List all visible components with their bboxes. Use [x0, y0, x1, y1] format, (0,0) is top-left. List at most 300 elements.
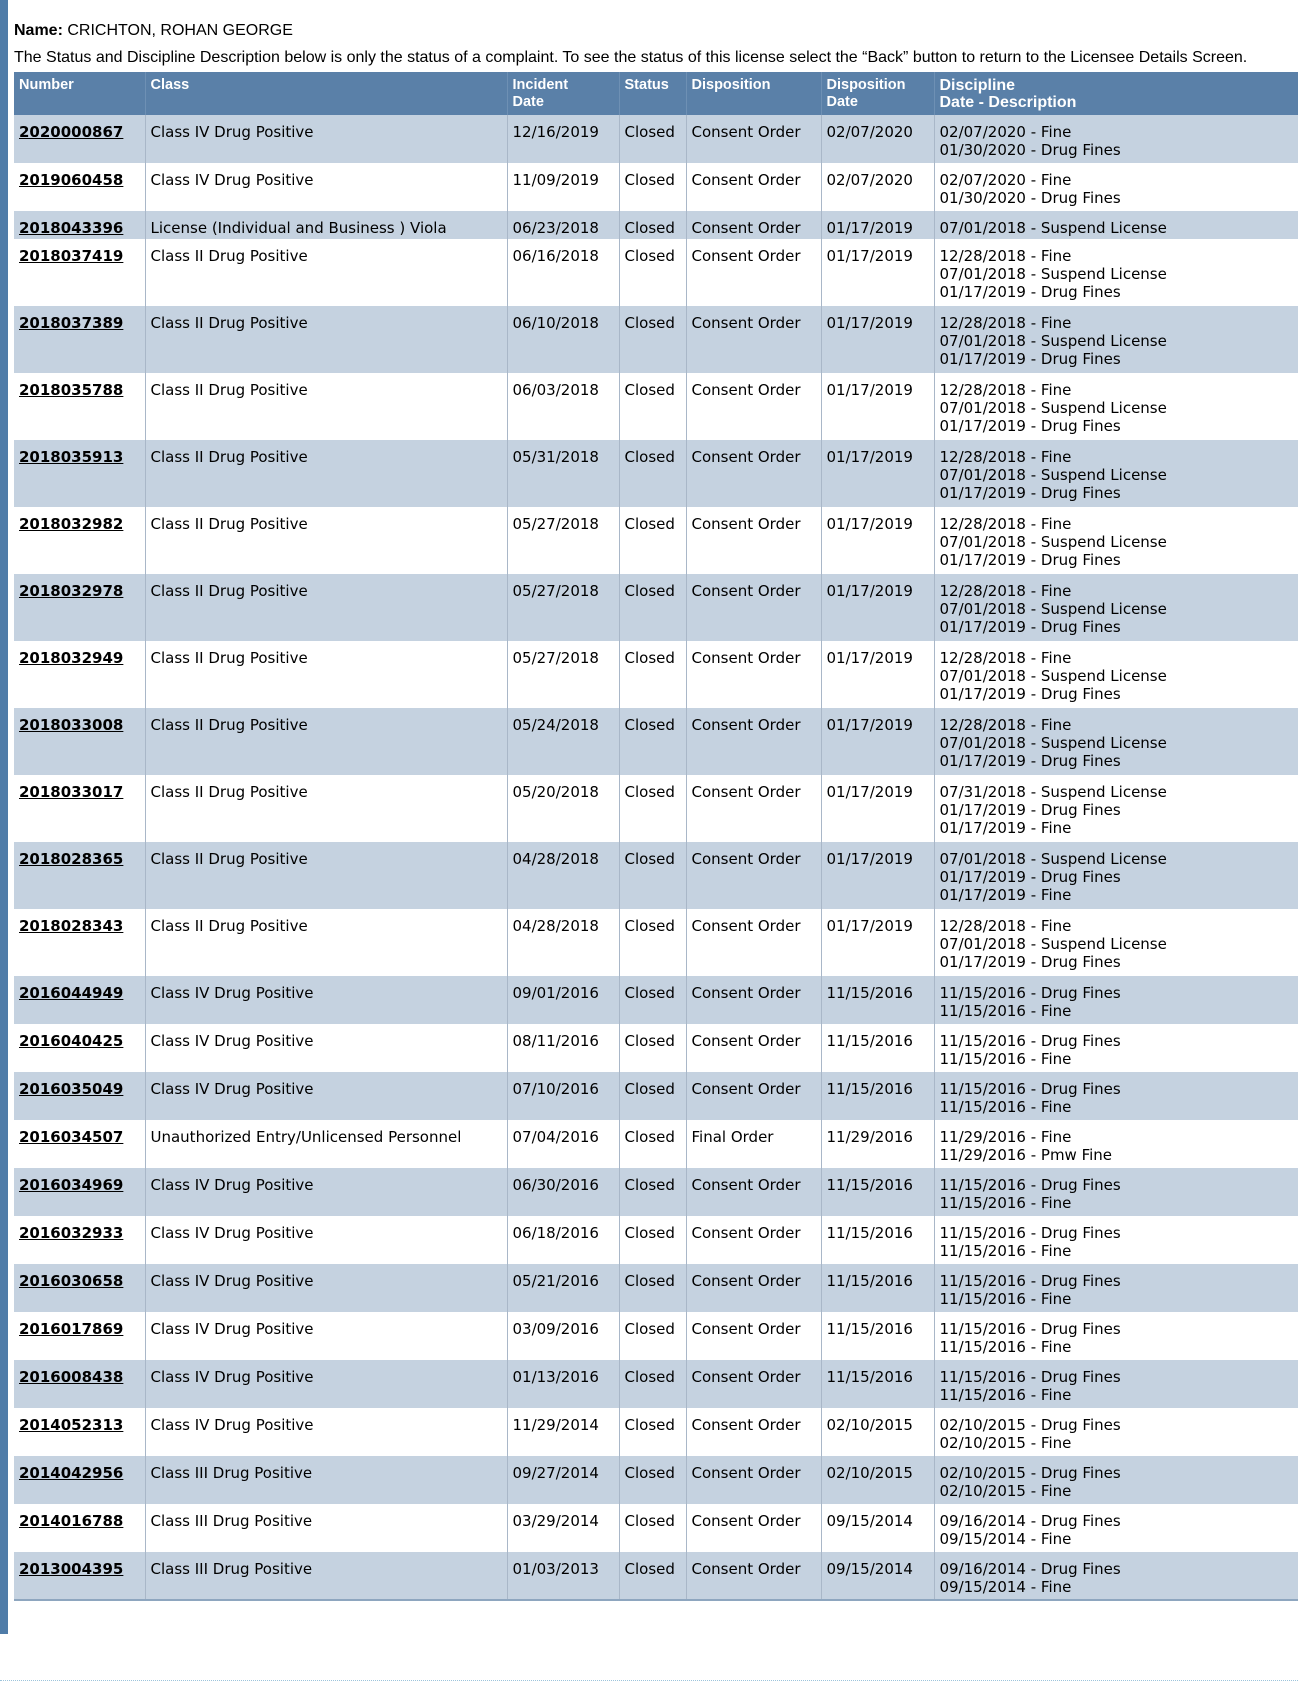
table-row: [14, 1024, 1298, 1072]
class-cell: Class II Drug Positive: [145, 574, 507, 641]
discipline-cell: [934, 440, 1298, 507]
complaint-number-link[interactable]: 2020000867: [19, 123, 124, 141]
disposition-cell: Consent Order: [686, 574, 821, 641]
disposition-date-cell: 01/17/2019: [821, 708, 934, 775]
class-cell: Class II Drug Positive: [145, 641, 507, 708]
status-cell: Closed: [619, 708, 686, 775]
status-cell: Closed: [619, 507, 686, 574]
disposition-cell: Consent Order: [686, 1408, 821, 1456]
status-cell: Closed: [619, 909, 686, 976]
complaint-number-link[interactable]: 2016032933: [19, 1224, 124, 1242]
class-cell: Class II Drug Positive: [145, 507, 507, 574]
discipline-entry: 02/10/2015 - Drug Fines: [939, 1464, 1121, 1482]
complaint-number-cell: [14, 976, 145, 1024]
discipline-entry: 02/10/2015 - Fine: [939, 1434, 1072, 1452]
discipline-entry: 12/28/2018 - Fine: [939, 448, 1072, 466]
disposition-date-cell: 01/17/2019: [821, 211, 934, 239]
class-cell: Class II Drug Positive: [145, 306, 507, 373]
class-cell: Class IV Drug Positive: [145, 1264, 507, 1312]
disposition-cell: Consent Order: [686, 775, 821, 842]
discipline-entry: 02/07/2020 - Fine: [939, 123, 1072, 141]
complaint-number-cell: [14, 1264, 145, 1312]
disposition-cell: Consent Order: [686, 976, 821, 1024]
discipline-cell: [934, 239, 1298, 306]
disposition-date-cell: 11/15/2016: [821, 1312, 934, 1360]
complaint-number-link[interactable]: 2013004395: [19, 1560, 124, 1578]
discipline-entry: 11/15/2016 - Fine: [939, 1290, 1072, 1308]
disposition-date-cell: 01/17/2019: [821, 909, 934, 976]
complaint-number-link[interactable]: 2018037419: [19, 247, 124, 265]
incident-date-cell: 09/01/2016: [507, 976, 619, 1024]
complaint-number-cell: [14, 373, 145, 440]
discipline-entry: 12/28/2018 - Fine: [939, 917, 1072, 935]
table-row: [14, 976, 1298, 1024]
discipline-entry: 02/07/2020 - Fine: [939, 171, 1072, 189]
complaint-number-link[interactable]: 2016017869: [19, 1320, 124, 1338]
discipline-cell: [934, 574, 1298, 641]
table-row: [14, 211, 1298, 239]
disposition-cell: Consent Order: [686, 211, 821, 239]
discipline-entry: 07/01/2018 - Suspend License: [939, 734, 1167, 752]
discipline-cell: [934, 842, 1298, 909]
status-cell: Closed: [619, 1120, 686, 1168]
discipline-cell: [934, 1360, 1298, 1408]
complaint-number-cell: [14, 1024, 145, 1072]
discipline-entry: 01/17/2019 - Drug Fines: [939, 484, 1121, 502]
discipline-entry: 11/15/2016 - Fine: [939, 1194, 1072, 1212]
disposition-date-cell: 01/17/2019: [821, 574, 934, 641]
disposition-cell: Consent Order: [686, 1360, 821, 1408]
discipline-cell: [934, 1408, 1298, 1456]
discipline-entry: 11/15/2016 - Drug Fines: [939, 1368, 1121, 1386]
table-row: [14, 1072, 1298, 1120]
complaint-number-cell: [14, 574, 145, 641]
table-row: [14, 1456, 1298, 1504]
complaint-number-link[interactable]: 2016044949: [19, 984, 124, 1002]
disposition-cell: Consent Order: [686, 909, 821, 976]
disposition-cell: Consent Order: [686, 1264, 821, 1312]
discipline-entry: 11/15/2016 - Fine: [939, 1242, 1072, 1260]
complaint-number-link[interactable]: 2014052313: [19, 1416, 124, 1434]
discipline-entry: 11/15/2016 - Drug Fines: [939, 1176, 1121, 1194]
complaint-number-link[interactable]: 2018032978: [19, 582, 124, 600]
discipline-entry: 09/15/2014 - Fine: [939, 1530, 1072, 1548]
complaint-number-cell: [14, 1168, 145, 1216]
table-row: [14, 909, 1298, 976]
discipline-entry: 01/17/2019 - Drug Fines: [939, 551, 1121, 569]
disposition-date-cell: 11/15/2016: [821, 1264, 934, 1312]
discipline-entry: 07/01/2018 - Suspend License: [939, 219, 1167, 237]
column-header-discipline: Discipline Date - Description: [934, 72, 1298, 115]
discipline-cell: [934, 115, 1298, 163]
complaint-number-link[interactable]: 2018035913: [19, 448, 124, 466]
incident-date-cell: 05/27/2018: [507, 507, 619, 574]
status-cell: Closed: [619, 1504, 686, 1552]
disposition-cell: Consent Order: [686, 1312, 821, 1360]
class-cell: Class III Drug Positive: [145, 1456, 507, 1504]
disposition-date-cell: 11/15/2016: [821, 976, 934, 1024]
discipline-cell: [934, 1072, 1298, 1120]
complaint-number-cell: [14, 1504, 145, 1552]
discipline-entry: 11/29/2016 - Pmw Fine: [939, 1146, 1113, 1164]
class-cell: Class II Drug Positive: [145, 708, 507, 775]
complaint-number-link[interactable]: 2016030658: [19, 1272, 124, 1290]
status-notice: The Status and Discipline Description below is only the status of a complaint. To see the status of this license select the “Back” button to return to the Licensee Details Screen.: [14, 49, 1248, 66]
status-cell: Closed: [619, 1168, 686, 1216]
disposition-cell: Consent Order: [686, 842, 821, 909]
table-row: [14, 1504, 1298, 1552]
disposition-date-cell: 01/17/2019: [821, 641, 934, 708]
complaints-table-body: [14, 115, 1298, 1600]
incident-date-cell: 04/28/2018: [507, 909, 619, 976]
complaint-number-link[interactable]: 2018033017: [19, 783, 124, 801]
incident-date-cell: 05/27/2018: [507, 641, 619, 708]
disposition-cell: Consent Order: [686, 507, 821, 574]
disposition-cell: Consent Order: [686, 1168, 821, 1216]
discipline-cell: [934, 306, 1298, 373]
discipline-entry: 01/17/2019 - Drug Fines: [939, 283, 1121, 301]
complaint-number-link[interactable]: 2018043396: [19, 219, 124, 237]
complaint-number-cell: [14, 1072, 145, 1120]
discipline-entry: 11/15/2016 - Fine: [939, 1098, 1072, 1116]
class-cell: Class II Drug Positive: [145, 842, 507, 909]
incident-date-cell: 11/09/2019: [507, 163, 619, 211]
discipline-cell: [934, 1552, 1298, 1600]
table-row: [14, 239, 1298, 306]
discipline-entry: 02/10/2015 - Drug Fines: [939, 1416, 1121, 1434]
complaint-number-cell: [14, 708, 145, 775]
complaint-number-cell: [14, 775, 145, 842]
class-cell: Class III Drug Positive: [145, 1552, 507, 1600]
discipline-cell: [934, 1264, 1298, 1312]
table-row: [14, 1216, 1298, 1264]
discipline-entry: 01/17/2019 - Drug Fines: [939, 685, 1121, 703]
incident-date-cell: 11/29/2014: [507, 1408, 619, 1456]
class-cell: Class IV Drug Positive: [145, 1360, 507, 1408]
status-cell: Closed: [619, 1552, 686, 1600]
discipline-entry: 11/15/2016 - Drug Fines: [939, 1272, 1121, 1290]
disposition-date-cell: 01/17/2019: [821, 373, 934, 440]
discipline-cell: [934, 909, 1298, 976]
status-cell: Closed: [619, 1408, 686, 1456]
incident-date-cell: 05/27/2018: [507, 574, 619, 641]
status-cell: Closed: [619, 1456, 686, 1504]
incident-date-cell: 05/21/2016: [507, 1264, 619, 1312]
table-row: [14, 1408, 1298, 1456]
bottom-dotted-rule: [0, 1680, 1298, 1681]
complaint-number-link[interactable]: 2014016788: [19, 1512, 124, 1530]
status-cell: Closed: [619, 306, 686, 373]
incident-date-cell: 07/10/2016: [507, 1072, 619, 1120]
class-cell: Class II Drug Positive: [145, 775, 507, 842]
table-row: [14, 1264, 1298, 1312]
complaint-number-cell: [14, 306, 145, 373]
class-cell: Class IV Drug Positive: [145, 1312, 507, 1360]
table-row: [14, 641, 1298, 708]
disposition-cell: Consent Order: [686, 239, 821, 306]
table-row: [14, 574, 1298, 641]
discipline-entry: 01/17/2019 - Fine: [939, 819, 1072, 837]
class-cell: Class III Drug Positive: [145, 1504, 507, 1552]
disposition-cell: Consent Order: [686, 163, 821, 211]
discipline-entry: 11/15/2016 - Fine: [939, 1050, 1072, 1068]
table-row: [14, 440, 1298, 507]
status-cell: Closed: [619, 211, 686, 239]
complaint-number-cell: [14, 909, 145, 976]
discipline-cell: [934, 641, 1298, 708]
discipline-entry: 02/10/2015 - Fine: [939, 1482, 1072, 1500]
table-row: [14, 507, 1298, 574]
discipline-entry: 01/30/2020 - Drug Fines: [939, 189, 1121, 207]
table-row: [14, 115, 1298, 163]
incident-date-cell: 08/11/2016: [507, 1024, 619, 1072]
table-row: [14, 1360, 1298, 1408]
table-row: [14, 708, 1298, 775]
disposition-date-cell: 11/15/2016: [821, 1216, 934, 1264]
complaint-number-link[interactable]: 2016035049: [19, 1080, 124, 1098]
discipline-entry: 12/28/2018 - Fine: [939, 247, 1072, 265]
discipline-entry: 01/17/2019 - Drug Fines: [939, 752, 1121, 770]
disposition-cell: Consent Order: [686, 708, 821, 775]
disposition-date-cell: 02/07/2020: [821, 163, 934, 211]
discipline-entry: 01/17/2019 - Drug Fines: [939, 953, 1121, 971]
complaint-number-cell: [14, 1456, 145, 1504]
disposition-date-cell: 01/17/2019: [821, 775, 934, 842]
discipline-entry: 11/15/2016 - Drug Fines: [939, 1080, 1121, 1098]
discipline-entry: 01/17/2019 - Drug Fines: [939, 350, 1121, 368]
discipline-cell: [934, 1168, 1298, 1216]
status-cell: Closed: [619, 1312, 686, 1360]
status-cell: Closed: [619, 641, 686, 708]
complaint-number-link[interactable]: 2018032982: [19, 515, 124, 533]
discipline-entry: 07/01/2018 - Suspend License: [939, 667, 1167, 685]
status-cell: Closed: [619, 1024, 686, 1072]
discipline-entry: 07/01/2018 - Suspend License: [939, 399, 1167, 417]
disposition-cell: Consent Order: [686, 1504, 821, 1552]
discipline-entry: 11/15/2016 - Drug Fines: [939, 984, 1121, 1002]
complaint-number-link[interactable]: 2018033008: [19, 716, 124, 734]
disposition-cell: Consent Order: [686, 1456, 821, 1504]
discipline-cell: [934, 507, 1298, 574]
status-cell: Closed: [619, 440, 686, 507]
class-cell: Class IV Drug Positive: [145, 163, 507, 211]
disposition-cell: Consent Order: [686, 306, 821, 373]
class-cell: Class IV Drug Positive: [145, 1408, 507, 1456]
disposition-date-cell: 01/17/2019: [821, 239, 934, 306]
discipline-entry: 01/17/2019 - Drug Fines: [939, 618, 1121, 636]
disposition-cell: Consent Order: [686, 373, 821, 440]
discipline-entry: 11/15/2016 - Drug Fines: [939, 1320, 1121, 1338]
disposition-cell: Consent Order: [686, 641, 821, 708]
discipline-cell: [934, 1456, 1298, 1504]
disposition-cell: Consent Order: [686, 1072, 821, 1120]
incident-date-cell: 06/23/2018: [507, 211, 619, 239]
class-cell: Unauthorized Entry/Unlicensed Personnel: [145, 1120, 507, 1168]
class-cell: Class IV Drug Positive: [145, 1216, 507, 1264]
discipline-cell: [934, 775, 1298, 842]
status-cell: Closed: [619, 1264, 686, 1312]
status-cell: Closed: [619, 976, 686, 1024]
class-cell: Class II Drug Positive: [145, 373, 507, 440]
discipline-entry: 12/28/2018 - Fine: [939, 649, 1072, 667]
discipline-cell: [934, 1216, 1298, 1264]
incident-date-cell: 06/03/2018: [507, 373, 619, 440]
table-row: [14, 373, 1298, 440]
discipline-cell: [934, 373, 1298, 440]
discipline-cell: [934, 163, 1298, 211]
incident-date-cell: 01/03/2013: [507, 1552, 619, 1600]
disposition-date-cell: 02/07/2020: [821, 115, 934, 163]
incident-date-cell: 05/31/2018: [507, 440, 619, 507]
status-cell: Closed: [619, 373, 686, 440]
incident-date-cell: 06/18/2016: [507, 1216, 619, 1264]
disposition-cell: Consent Order: [686, 1216, 821, 1264]
disposition-cell: Final Order: [686, 1120, 821, 1168]
discipline-entry: 07/01/2018 - Suspend License: [939, 265, 1167, 283]
licensee-name-line: [14, 18, 1298, 44]
class-cell: Class II Drug Positive: [145, 440, 507, 507]
complaint-number-link[interactable]: 2016034969: [19, 1176, 124, 1194]
incident-date-cell: 05/20/2018: [507, 775, 619, 842]
complaint-status-panel: [14, 18, 1298, 1601]
column-header-incident-date: Incident Date: [507, 72, 619, 115]
complaint-number-link[interactable]: 2016040425: [19, 1032, 124, 1050]
incident-date-cell: 07/04/2016: [507, 1120, 619, 1168]
discipline-cell: [934, 708, 1298, 775]
column-header-disposition-date: Disposition Date: [821, 72, 934, 115]
disposition-date-cell: 01/17/2019: [821, 842, 934, 909]
complaint-number-cell: [14, 211, 145, 239]
discipline-entry: 01/17/2019 - Drug Fines: [939, 417, 1121, 435]
discipline-cell: [934, 1312, 1298, 1360]
discipline-entry: 01/30/2020 - Drug Fines: [939, 141, 1121, 159]
disposition-date-cell: 01/17/2019: [821, 306, 934, 373]
licensee-name: CRICHTON, ROHAN GEORGE: [67, 22, 293, 39]
class-cell: License (Individual and Business ) Viola: [145, 211, 507, 239]
status-cell: Closed: [619, 775, 686, 842]
complaint-number-link[interactable]: 2018032949: [19, 649, 124, 667]
complaint-number-link[interactable]: 2014042956: [19, 1464, 124, 1482]
class-cell: Class IV Drug Positive: [145, 1168, 507, 1216]
discipline-entry: 11/15/2016 - Drug Fines: [939, 1032, 1121, 1050]
column-header-number: Number: [14, 72, 145, 115]
table-row: [14, 1552, 1298, 1600]
table-row: [14, 1120, 1298, 1168]
status-cell: Closed: [619, 239, 686, 306]
disposition-date-cell: 11/15/2016: [821, 1024, 934, 1072]
complaint-number-link[interactable]: 2018028343: [19, 917, 124, 935]
class-cell: Class II Drug Positive: [145, 909, 507, 976]
complaint-number-link[interactable]: 2016008438: [19, 1368, 124, 1386]
class-cell: Class IV Drug Positive: [145, 1024, 507, 1072]
complaint-number-cell: [14, 1120, 145, 1168]
complaint-number-link[interactable]: 2018035788: [19, 381, 124, 399]
discipline-entry: 09/15/2014 - Fine: [939, 1578, 1072, 1596]
discipline-entry: 07/01/2018 - Suspend License: [939, 533, 1167, 551]
discipline-entry: 07/01/2018 - Suspend License: [939, 600, 1167, 618]
complaint-number-cell: [14, 1552, 145, 1600]
complaint-number-cell: [14, 440, 145, 507]
incident-date-cell: 01/13/2016: [507, 1360, 619, 1408]
complaint-number-cell: [14, 239, 145, 306]
incident-date-cell: 09/27/2014: [507, 1456, 619, 1504]
discipline-entry: 12/28/2018 - Fine: [939, 716, 1072, 734]
complaint-number-link[interactable]: 2019060458: [19, 171, 124, 189]
incident-date-cell: 06/30/2016: [507, 1168, 619, 1216]
status-cell: Closed: [619, 1216, 686, 1264]
column-header-class: Class: [145, 72, 507, 115]
complaint-number-link[interactable]: 2018037389: [19, 314, 124, 332]
class-cell: Class II Drug Positive: [145, 239, 507, 306]
complaint-number-cell: [14, 163, 145, 211]
table-header-row: [14, 72, 1298, 115]
class-cell: Class IV Drug Positive: [145, 115, 507, 163]
incident-date-cell: 12/16/2019: [507, 115, 619, 163]
disposition-cell: Consent Order: [686, 1552, 821, 1600]
discipline-cell: [934, 1504, 1298, 1552]
table-row: [14, 306, 1298, 373]
discipline-entry: 07/01/2018 - Suspend License: [939, 466, 1167, 484]
complaints-table: [14, 72, 1298, 1601]
table-row: [14, 1168, 1298, 1216]
discipline-entry: 12/28/2018 - Fine: [939, 381, 1072, 399]
disposition-date-cell: 01/17/2019: [821, 440, 934, 507]
discipline-entry: 07/31/2018 - Suspend License: [939, 783, 1167, 801]
discipline-entry: 07/01/2018 - Suspend License: [939, 935, 1167, 953]
table-row: [14, 1312, 1298, 1360]
complaint-number-cell: [14, 842, 145, 909]
discipline-entry: 12/28/2018 - Fine: [939, 314, 1072, 332]
disposition-date-cell: 11/29/2016: [821, 1120, 934, 1168]
class-cell: Class IV Drug Positive: [145, 976, 507, 1024]
discipline-entry: 01/17/2019 - Drug Fines: [939, 801, 1121, 819]
complaint-number-link[interactable]: 2016034507: [19, 1128, 124, 1146]
disposition-date-cell: 11/15/2016: [821, 1360, 934, 1408]
complaint-number-cell: [14, 1216, 145, 1264]
complaint-number-cell: [14, 1360, 145, 1408]
disposition-date-cell: 01/17/2019: [821, 507, 934, 574]
complaint-number-cell: [14, 115, 145, 163]
discipline-entry: 11/15/2016 - Fine: [939, 1386, 1072, 1404]
disposition-date-cell: 11/15/2016: [821, 1168, 934, 1216]
complaint-number-cell: [14, 1312, 145, 1360]
disposition-cell: Consent Order: [686, 1024, 821, 1072]
column-header-status: Status: [619, 72, 686, 115]
complaint-number-link[interactable]: 2018028365: [19, 850, 124, 868]
complaint-number-cell: [14, 641, 145, 708]
name-label: Name:: [14, 22, 63, 39]
disposition-date-cell: 09/15/2014: [821, 1504, 934, 1552]
discipline-entry: 09/16/2014 - Drug Fines: [939, 1560, 1121, 1578]
table-row: [14, 842, 1298, 909]
discipline-cell: [934, 1120, 1298, 1168]
disposition-date-cell: 11/15/2016: [821, 1072, 934, 1120]
incident-date-cell: 03/09/2016: [507, 1312, 619, 1360]
discipline-entry: 11/15/2016 - Drug Fines: [939, 1224, 1121, 1242]
discipline-cell: [934, 1024, 1298, 1072]
disposition-date-cell: 09/15/2014: [821, 1552, 934, 1600]
discipline-entry: 07/01/2018 - Suspend License: [939, 332, 1167, 350]
class-cell: Class IV Drug Positive: [145, 1072, 507, 1120]
status-cell: Closed: [619, 163, 686, 211]
discipline-entry: 11/15/2016 - Fine: [939, 1338, 1072, 1356]
incident-date-cell: 06/16/2018: [507, 239, 619, 306]
disposition-date-cell: 02/10/2015: [821, 1408, 934, 1456]
discipline-entry: 12/28/2018 - Fine: [939, 582, 1072, 600]
disposition-cell: Consent Order: [686, 440, 821, 507]
discipline-entry: 09/16/2014 - Drug Fines: [939, 1512, 1121, 1530]
table-row: [14, 163, 1298, 211]
